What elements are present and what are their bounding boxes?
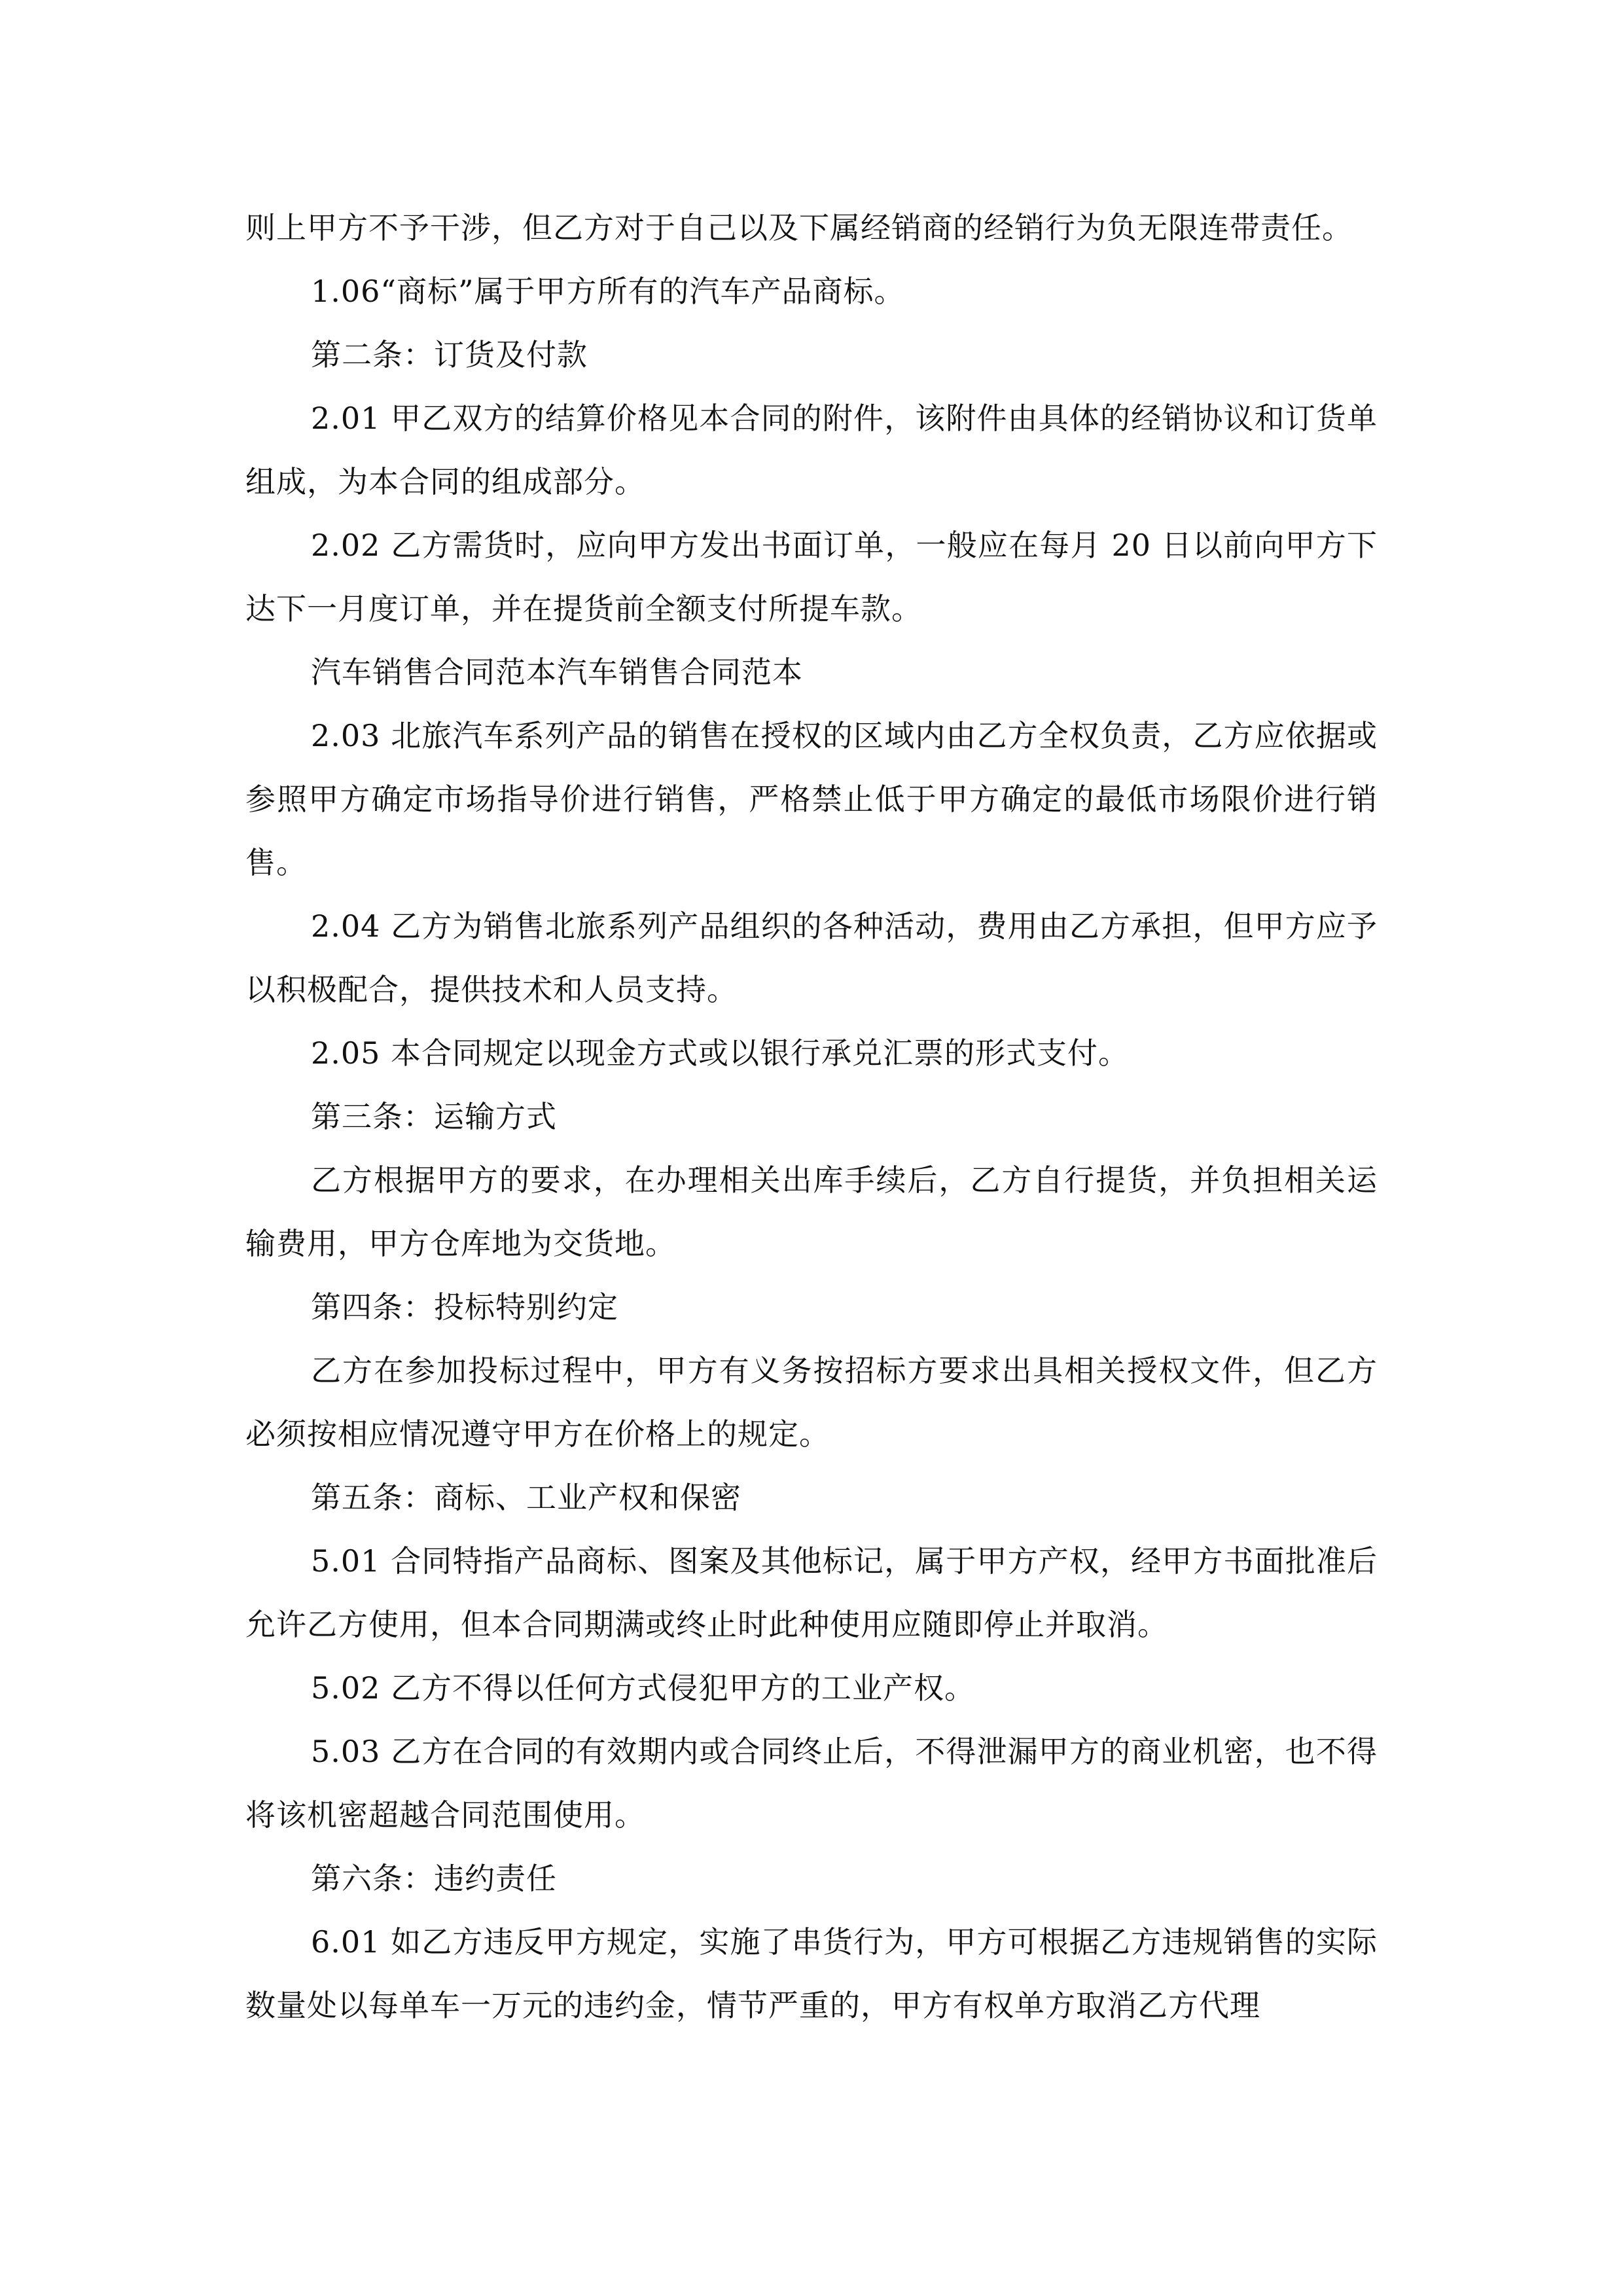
clause-2-02: 2.02 乙方需货时，应向甲方发出书面订单，一般应在每月 20 日以前向甲方下达下一月度订单，并在提货前全额支付所提车款。 [245,528,1378,626]
article-3-body: 乙方根据甲方的要求，在办理相关出库手续后，乙方自行提货，并负担相关运输费用，甲方仓库地为交货地。 [245,1162,1378,1261]
article-4-body: 乙方在参加投标过程中，甲方有义务按招标方要求出具相关授权文件，但乙方必须按相应情况遵守甲方在价格上的规定。 [245,1353,1378,1452]
clause-2-03: 2.03 北旅汽车系列产品的销售在授权的区域内由乙方全权负责，乙方应依据或参照甲方确定市场指导价进行销售，严格禁止低于甲方确定的最低市场限价进行销售。 [245,718,1378,880]
clause-2-01: 2.01 甲乙双方的结算价格见本合同的附件，该附件由具体的经销协议和订货单组成，为本合同的组成部分。 [245,401,1378,499]
article-4-heading: 第四条：投标特别约定 [311,1289,618,1325]
document-body [245,196,1378,2037]
clause-6-01: 6.01 如乙方违反甲方规定，实施了串货行为，甲方可根据乙方违规销售的实际数量处以每单车一万元的违约金，情节严重的，甲方有权单方取消乙方代理 [245,1924,1378,2023]
clause-2-04: 2.04 乙方为销售北旅系列产品组织的各种活动，费用由乙方承担，但甲方应予以积极配合，提供技术和人员支持。 [245,908,1378,1007]
clause-5-03: 5.03 乙方在合同的有效期内或合同终止后，不得泄漏甲方的商业机密，也不得将该机密超越合同范围使用。 [245,1734,1378,1833]
article-2-heading: 第二条：订货及付款 [311,337,588,372]
paragraph-continuation: 则上甲方不予干涉，但乙方对于自己以及下属经销商的经销行为负无限连带责任。 [245,210,1353,245]
watermark-line: 汽车销售合同范本汽车销售合同范本 [311,655,803,690]
clause-5-02: 5.02 乙方不得以任何方式侵犯甲方的工业产权。 [311,1670,976,1706]
clause-5-01: 5.01 合同特指产品商标、图案及其他标记，属于甲方产权，经甲方书面批准后允许乙方使用，但本合同期满或终止时此种使用应随即停止并取消。 [245,1543,1378,1642]
article-3-heading: 第三条：运输方式 [311,1099,557,1134]
article-6-heading: 第六条：违约责任 [311,1861,557,1896]
clause-2-05: 2.05 本合同规定以现金方式或以银行承兑汇票的形式支付。 [311,1035,1130,1071]
clause-1-06: 1.06“商标”属于甲方所有的汽车产品商标。 [311,274,905,309]
article-5-heading: 第五条：商标、工业产权和保密 [311,1480,741,1515]
